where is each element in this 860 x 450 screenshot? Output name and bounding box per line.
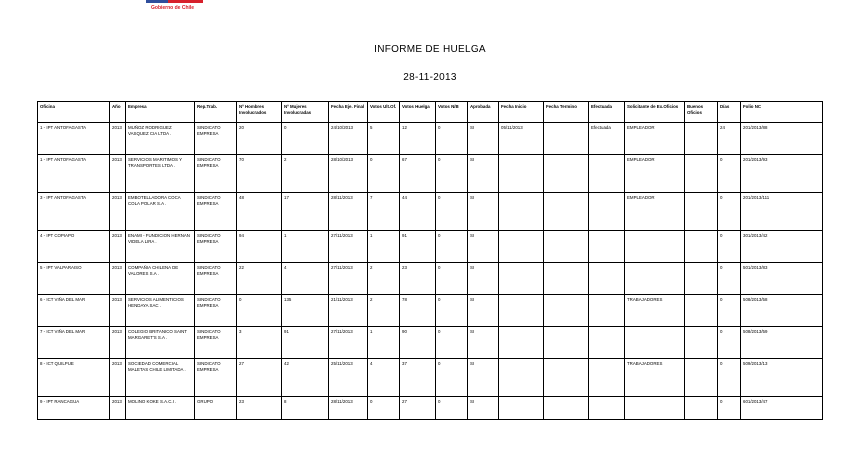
logo-text: Gobierno de Chile [151,5,195,11]
table-cell: SINDICATO EMPRESA [195,123,237,155]
table-row [38,295,823,327]
table-cell: SERVICIOS ALIMENTICIOS HENDAYA SAC . [126,295,195,327]
table-cell: 0 [436,359,468,397]
table-cell: 91 [282,327,329,359]
table-cell: 25/11/2013 [329,359,368,397]
column-header: Oficina [38,102,110,123]
table-cell [685,295,718,327]
table-cell: 0 [436,327,468,359]
column-header: Fecha Eje. Final [329,102,368,123]
table-cell: SI [468,193,499,231]
column-header: Rep.Trab. [195,102,237,123]
table-cell: SINDICATO EMPRESA [195,155,237,193]
table-cell: 601/2013/47 [741,397,823,420]
column-header: Fecha Inicio [499,102,544,123]
table-cell [685,231,718,263]
table-cell: 0 [718,155,741,193]
table-cell: 0 [718,295,741,327]
table-cell: 23 [400,263,436,295]
column-header: Año [110,102,126,123]
table-cell: 7 - ICT VIÑA DEL MAR [38,327,110,359]
table-cell [625,263,685,295]
table-cell: 8 - ICT QUILPUE [38,359,110,397]
table-cell: 23 [237,397,282,420]
table-cell: SOCIEDAD COMERCIAL MALETAS CHILE LIMITADA . [126,359,195,397]
table-row [38,193,823,231]
column-header: Nº Hombres Involucrados [237,102,282,123]
table-cell [544,193,589,231]
table-cell: 2013 [110,231,126,263]
table-cell: SI [468,295,499,327]
table-cell: 27 [400,397,436,420]
table-header-row [38,102,823,123]
table-cell: SINDICATO EMPRESA [195,263,237,295]
table-cell: 1 - IPT ANTOFAGASTA [38,155,110,193]
table-row [38,359,823,397]
table-cell: SINDICATO EMPRESA [195,231,237,263]
table-cell: SI [468,263,499,295]
table-cell [589,295,625,327]
table-cell: 27 [237,359,282,397]
table-cell: MUÑOZ RODRIGUEZ VASQUEZ CIA LTDA . [126,123,195,155]
table-cell: 0 [718,397,741,420]
table-cell: 3 [237,327,282,359]
table-cell: 0 [368,397,400,420]
table-cell: 0 [436,231,468,263]
table-cell: 24 [718,123,741,155]
table-cell: 2 [368,295,400,327]
table-cell: SINDICATO EMPRESA [195,359,237,397]
table-cell: 0 [718,263,741,295]
table-cell: SI [468,359,499,397]
table-cell: 4 - IPT COPIAPO [38,231,110,263]
table-cell: 0 [718,359,741,397]
table-cell: 28/10/2013 [329,155,368,193]
column-header: Días [718,102,741,123]
column-header: Folio NC [741,102,823,123]
table-cell: 1 [368,231,400,263]
table-cell [499,263,544,295]
column-header: Votos Huelga [400,102,436,123]
table-cell [589,327,625,359]
table-cell: 2013 [110,155,126,193]
table-cell: 0 [436,155,468,193]
table-cell: 201/2013/93 [741,155,823,193]
table-cell: 67 [400,155,436,193]
table-cell: 94 [237,231,282,263]
table-cell [544,123,589,155]
table-cell: EMPLEADOR [625,123,685,155]
table-cell: MOLINO KOKE S.A.C.I . [126,397,195,420]
table-cell: 20 [237,123,282,155]
table-cell [685,327,718,359]
table-cell: SI [468,397,499,420]
column-header: Empresa [126,102,195,123]
table-cell: 44 [400,193,436,231]
table-cell: SINDICATO EMPRESA [195,193,237,231]
table-cell: 508/2013/58 [741,295,823,327]
table-row [38,123,823,155]
table-cell: SI [468,231,499,263]
table-cell: 509/2013/13 [741,359,823,397]
table-row [38,327,823,359]
table-cell [544,359,589,397]
table-cell [625,327,685,359]
table-cell: 6 - ICT VIÑA DEL MAR [38,295,110,327]
table-cell: 91 [400,231,436,263]
table-cell: 5 [368,123,400,155]
table-cell: SERVICIOS MARITIMOS Y TRANSPORTES LTDA . [126,155,195,193]
table-cell: 4 [282,263,329,295]
table-cell: SI [468,155,499,193]
table-cell [499,397,544,420]
table-cell: 201/2013/111 [741,193,823,231]
table-cell: 2013 [110,123,126,155]
table-cell: 27/11/2013 [329,231,368,263]
table-cell [499,155,544,193]
table-cell: 135 [282,295,329,327]
table-cell [685,263,718,295]
table-cell: 2013 [110,359,126,397]
gobierno-logo [146,0,203,15]
table-cell: 9 - IPT RANCAGUA [38,397,110,420]
table-cell: 0 [436,397,468,420]
table-cell: 5 - IPT VALPARAISO [38,263,110,295]
table-cell: 508/2013/59 [741,327,823,359]
column-header: Buenos Oficios [685,102,718,123]
table-cell: 22 [237,263,282,295]
table-cell: 0 [237,295,282,327]
table-cell: EMPLEADOR [625,193,685,231]
table-cell: 28/11/2013 [329,193,368,231]
table-cell [544,327,589,359]
table-cell [589,359,625,397]
table-cell: 2013 [110,397,126,420]
table-cell [685,359,718,397]
table-cell: 27/11/2013 [329,327,368,359]
column-header: Votos N/B [436,102,468,123]
table-cell [685,193,718,231]
table-cell: EMPLEADOR [625,155,685,193]
table-cell [499,359,544,397]
table-cell [544,397,589,420]
column-header: Fecha Termino [544,102,589,123]
table-cell: 4 [368,359,400,397]
table-cell [685,123,718,155]
table-cell [499,327,544,359]
column-header: Nº Mujeres Involucradas [282,102,329,123]
table-cell: 0 [436,123,468,155]
table-cell: 301/2013/42 [741,231,823,263]
table-cell: 78 [400,295,436,327]
table-cell: 1 [282,231,329,263]
table-cell: 0 [718,231,741,263]
table-cell: 8 [282,397,329,420]
table-cell [544,231,589,263]
table-cell: 7 [368,193,400,231]
column-header: Votos Ult.Of. [368,102,400,123]
table-cell [499,295,544,327]
table-cell [589,231,625,263]
table-cell: 2013 [110,193,126,231]
table-cell: 42 [282,359,329,397]
table-cell: 2 [282,155,329,193]
report-title: INFORME DE HUELGA [374,44,486,55]
table-cell: 27/11/2013 [329,263,368,295]
table-cell: 0 [436,193,468,231]
table-cell [589,193,625,231]
table-cell: COMPAÑIA CHILENA DE VALORES S.A . [126,263,195,295]
column-header: Efectuada [589,102,625,123]
table-cell: 21/11/2013 [329,295,368,327]
table-cell: 12 [400,123,436,155]
table-cell: 0 [436,295,468,327]
table-cell: 3 - IPT ANTOFAGASTA [38,193,110,231]
table-cell: 0 [282,123,329,155]
table-cell: TRABAJADORES [625,295,685,327]
table-cell: TRABAJADORES [625,359,685,397]
table-cell [589,263,625,295]
table-cell: 1 [368,327,400,359]
column-header: Solicitante de Ex.Oficios [625,102,685,123]
table-cell [499,193,544,231]
table-cell: 501/2013/83 [741,263,823,295]
table-cell: 24/10/2013 [329,123,368,155]
table-row [38,155,823,193]
table-cell [544,263,589,295]
table-cell [589,155,625,193]
table-cell [499,231,544,263]
table-cell: SINDICATO EMPRESA [195,295,237,327]
table-cell: 1 - IPT ANTOFAGASTA [38,123,110,155]
table-cell: SI [468,327,499,359]
table-cell: SI [468,123,499,155]
table-cell: Efectuada [589,123,625,155]
report-date: 28-11-2013 [403,72,457,83]
table-cell: GRUPO [195,397,237,420]
table-cell: 2013 [110,327,126,359]
table-cell [625,231,685,263]
table-cell: 48 [237,193,282,231]
table-row [38,263,823,295]
table-cell: 37 [400,359,436,397]
table-cell: COLEGIO BRITANICO SAINT MARGARET'S S.A . [126,327,195,359]
table-cell [544,155,589,193]
table-cell: 0 [718,193,741,231]
strike-report-table [37,101,823,420]
table-cell [685,397,718,420]
table-row [38,231,823,263]
table-cell: 17 [282,193,329,231]
table-cell: 0 [718,327,741,359]
table-cell: 2013 [110,295,126,327]
table-cell: 0 [436,263,468,295]
table-row [38,397,823,420]
table-cell [685,155,718,193]
table-cell [625,397,685,420]
table-cell: 90 [400,327,436,359]
table-cell: 05/11/2013 [499,123,544,155]
table-cell: 28/11/2013 [329,397,368,420]
table-cell: 2013 [110,263,126,295]
table-cell [544,295,589,327]
table-cell: ENAMI - FUNDICION HERNAN VIDELA LIRA . [126,231,195,263]
table-cell [589,397,625,420]
table-cell: SINDICATO EMPRESA [195,327,237,359]
table-cell: EMBOTELLADORA COCA COLA POLAR S.A . [126,193,195,231]
column-header: Aprobada [468,102,499,123]
table-cell: 70 [237,155,282,193]
table-cell: 0 [368,155,400,193]
table-cell: 2 [368,263,400,295]
table-cell: 201/2013/88 [741,123,823,155]
